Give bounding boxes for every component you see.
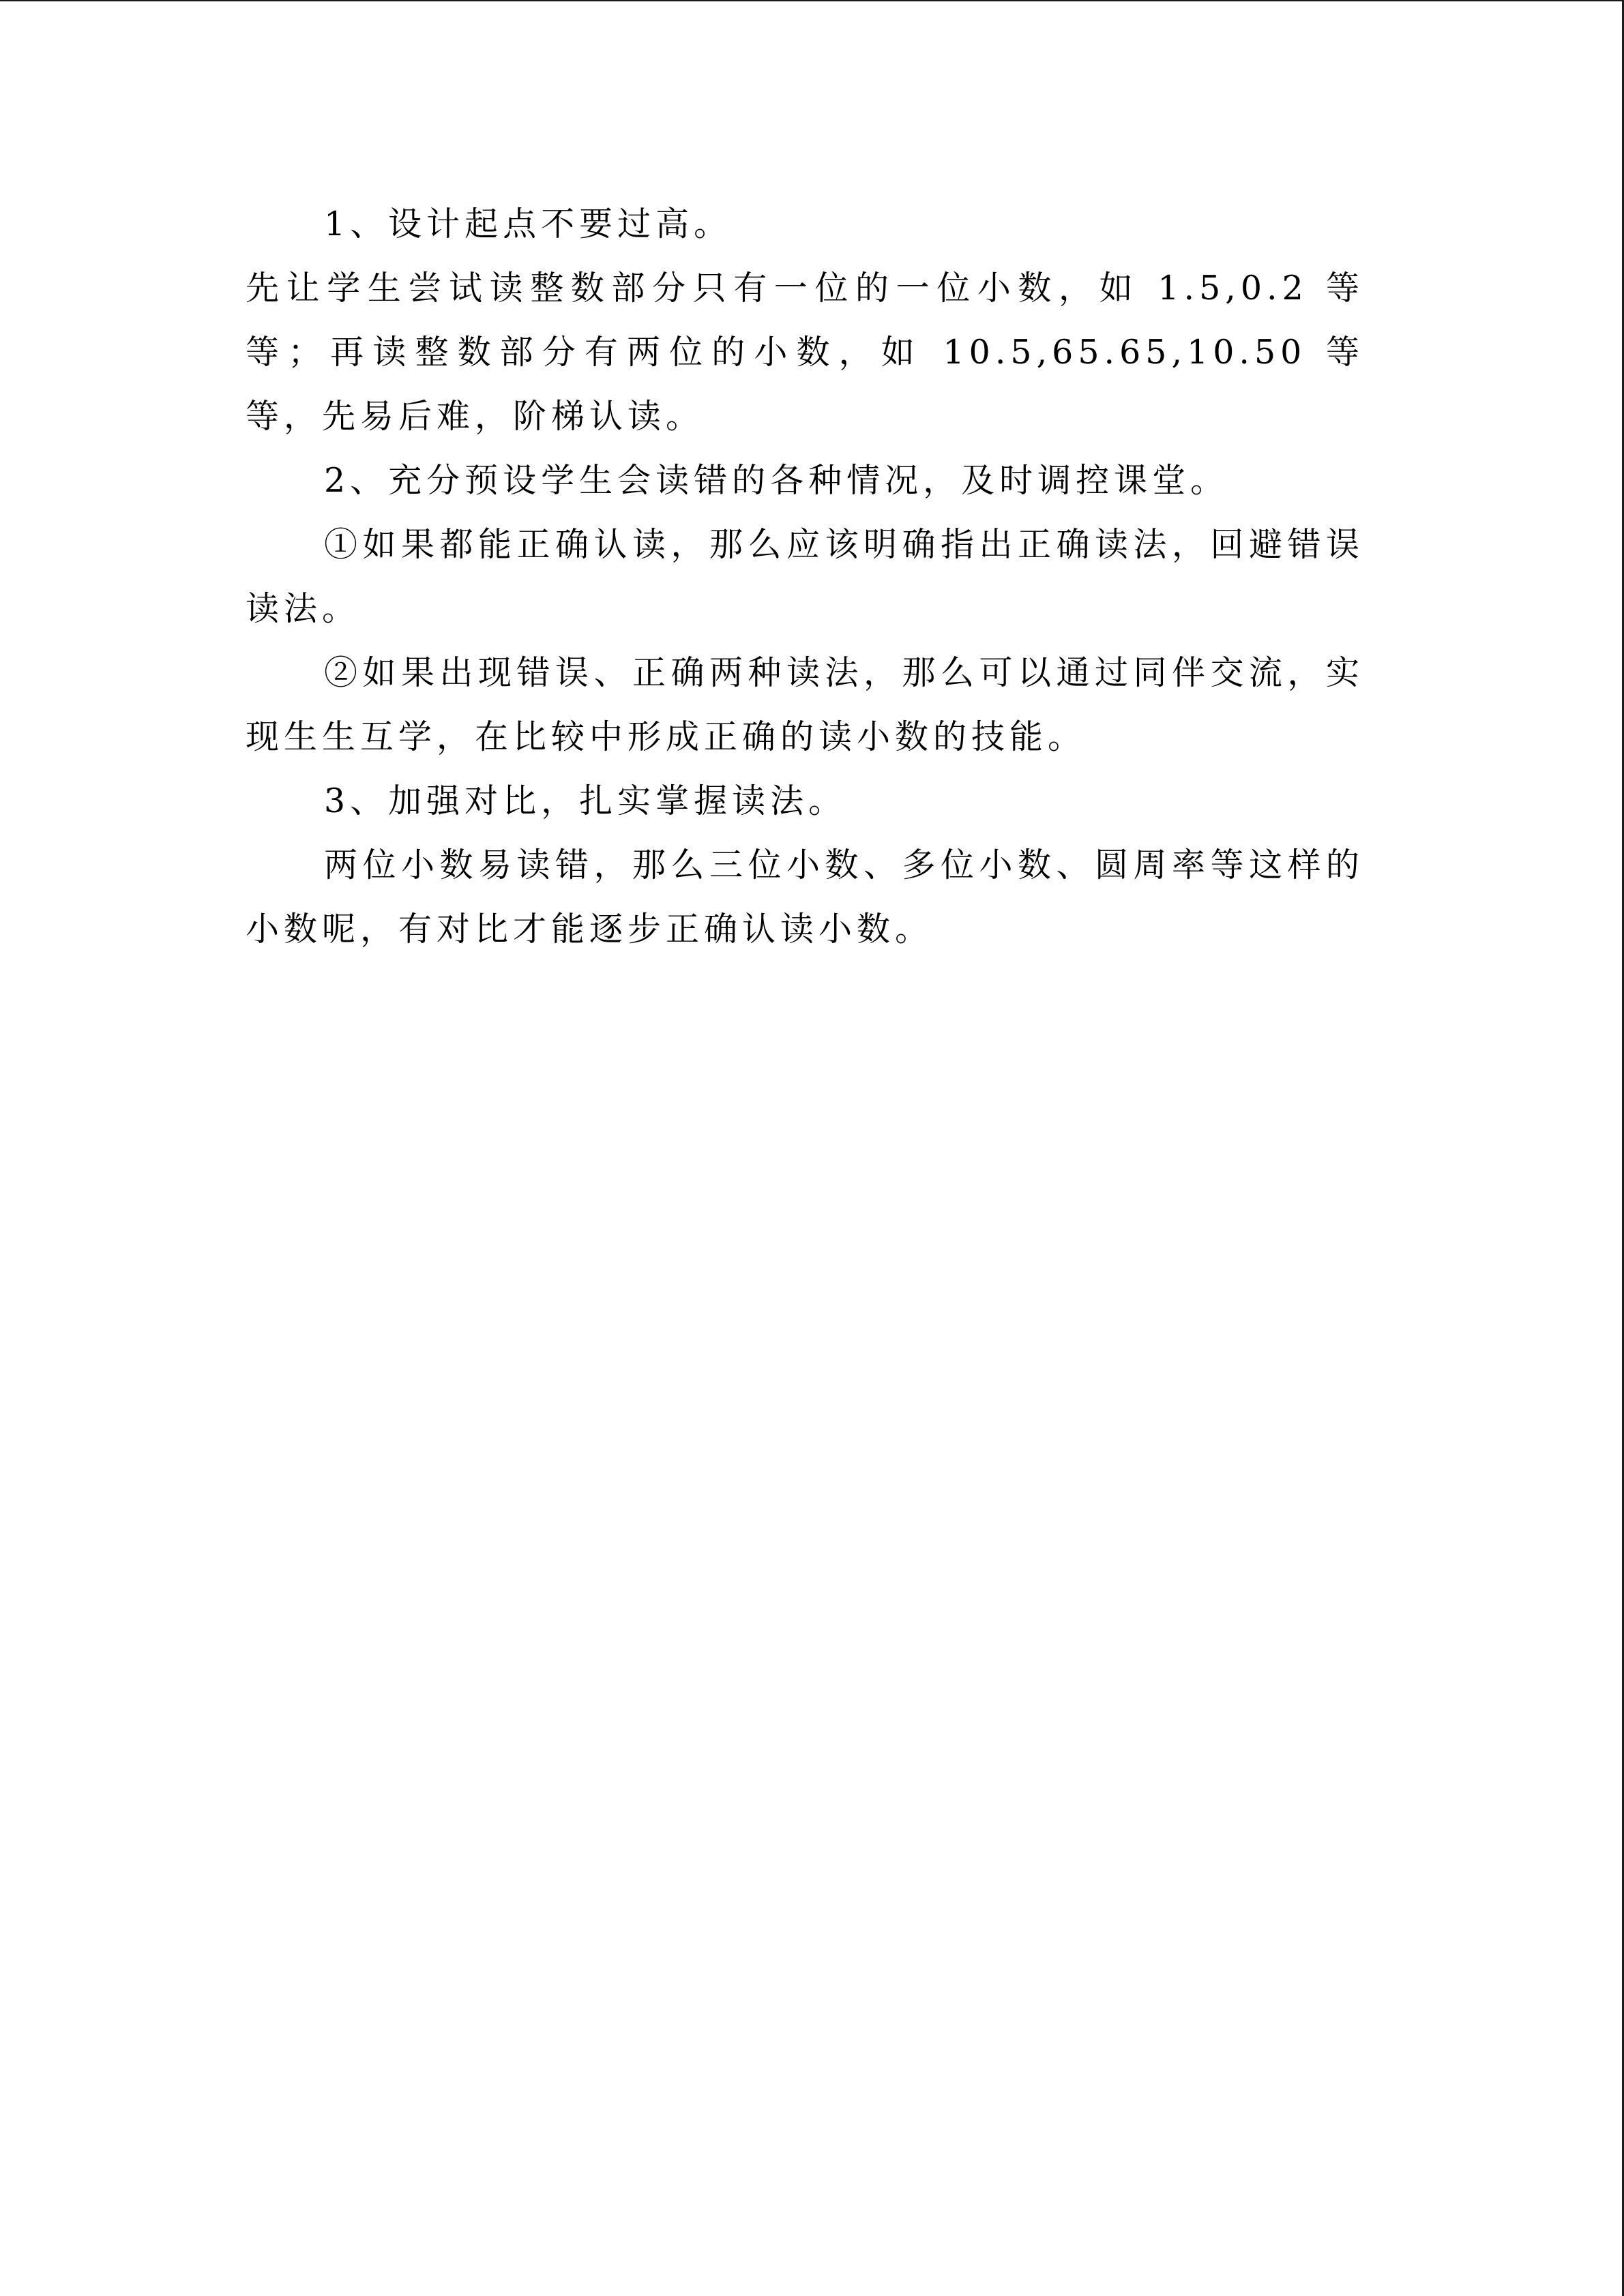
paragraph-heading-2: 2、充分预设学生会读错的各种情况，及时调控课堂。 [324, 461, 1229, 500]
paragraph-heading-3: 3、加强对比，扎实掌握读法。 [324, 781, 847, 820]
paragraph-heading-1: 1、设计起点不要过高。 [324, 205, 733, 243]
paragraph-comparison: 两位小数易读错，那么三位小数、多位小数、圆周率等这样的小数呢，有对比才能逐步正确认读小数。 [246, 846, 1364, 949]
document-body [246, 192, 1364, 961]
paragraph-case-1: ①如果都能正确认读，那么应该明确指出正确读法，回避错误读法。 [246, 525, 1364, 628]
paragraph-reading-steps: 先让学生尝试读整数部分只有一位的一位小数，如 1.5,0.2 等等；再读整数部分有两位的小数，如 10.5,65.65,10.50 等等，先易后难，阶梯认读。 [246, 269, 1364, 436]
paragraph-case-2: ②如果出现错误、正确两种读法，那么可以通过同伴交流，实现生生互学，在比较中形成正确的读小数的技能。 [246, 653, 1364, 756]
